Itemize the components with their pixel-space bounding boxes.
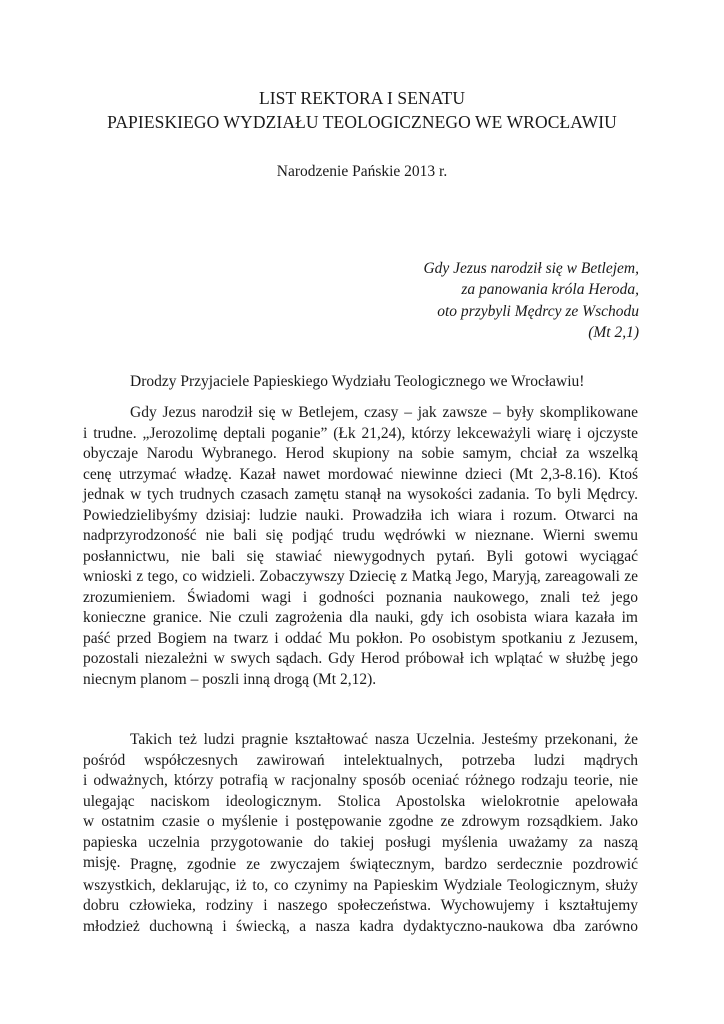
paragraph-line: papieska uczelnia przygotowanie do takiej posługi myślenia uważamy za naszą [83,833,638,851]
paragraph-line: wnioski z tego, co widzieli. Zobaczywszy Dziecię z Matką Jego, Maryją, zareagowali ze [83,568,638,585]
paragraph-line: i trudne. „Jerozolimę deptali poganie” (Łk 21,24), którzy lekceważyli wiarę i ojczyste [83,424,638,442]
paragraph-line: jednak w tych trudnych czasach zamętu stanął na wysokości zadania. To byli Mędrcy. [83,486,638,503]
paragraph-line: pozostali niezależni w swych sądach. Gdy Herod próbował ich wplątać w służbę jego [83,650,638,667]
paragraph-line: Pragnę, zgodnie ze zwyczajem świątecznym, bardzo serdecznie pozdrowić [130,856,638,873]
letter-date: Narodzenie Pańskie 2013 r. [276,163,448,180]
motto-line-3: oto przybyli Mędrcy ze Wschodu [437,302,639,320]
paragraph-line: misję. [83,854,121,871]
paragraph-2 [83,730,638,874]
paragraph-line: młodzież duchowną i świecką, a nasza kadra dydaktyczno-naukowa dba zarówno [83,917,638,935]
paragraph-line: niecnym planom – poszli inną drogą (Mt 2,12). [83,670,377,688]
letter-heading [0,86,724,134]
paragraph-line: posłannictwu, nie bali się stawiać niewygodnych pytań. Byli gotowi wyciągać [83,547,638,565]
paragraph-line: obyczaje Narodu Wybranego. Herod skupiony na sobie samym, chciał za wszelką [83,445,638,462]
paragraph-line: wszystkich, deklarując, iż to, co czynimy na Papieskim Wydziale Teologicznym, służy [83,876,638,894]
motto-line-2: za panowania króla Heroda, [461,281,639,299]
motto-line-1: Gdy Jezus narodził się w Betlejem, [423,260,639,277]
scripture-motto [219,258,639,343]
heading-line-1: LIST REKTORA I SENATU [258,88,466,108]
paragraph-line: nadprzyrodzoność nie bali się podjąć trudu wędrówki w nieznane. Wierni swemu [83,527,638,544]
salutation: Drodzy Przyjaciele Papieskiego Wydziału Teologicznego we Wrocławiu! [130,373,585,390]
heading-line-2: PAPIESKIEGO WYDZIAŁU TEOLOGICZNEGO WE WROCŁAWIU [107,112,617,132]
paragraph-line: pośród współczesnych zawirowań intelektualnych, potrzeba ludzi mądrych [83,751,638,769]
paragraph-line: konieczne granice. Nie czuli zagrożenia dla nauki, gdy ich osobista wiara kazała im [83,609,638,626]
paragraph-line: ulegając naciskom ideologicznym. Stolica Apostolska wielokrotnie apelowała [83,792,638,810]
paragraph-line: paść przed Bogiem na twarz i oddać Mu pokłon. Po osobistym spotkaniu z Jezusem, [83,629,638,647]
paragraph-line: i odważnych, którzy potrafią w racjonalny sposób oceniać różnego rodzaju teorie, nie [83,772,638,789]
paragraph-line: w ostatnim czasie o myślenie i postępowanie zgodne ze zdrowym rozsądkiem. Jako [83,813,638,830]
paragraph-1 [83,403,638,690]
paragraph-line: Powiedzielibyśmy dzisiaj: ludzie nauki. Prowadziła ich wiara i rozum. Otwarci na [83,506,638,524]
paragraph-3 [83,855,638,937]
motto-reference: (Mt 2,1) [588,323,639,341]
paragraph-line: zrozumieniem. Świadomi wagi i godności poznania naukowego, znali też jego [83,588,638,606]
paragraph-line: Gdy Jezus narodził się w Betlejem, czasy – jak zawsze – były skomplikowane [130,404,638,421]
paragraph-line: cenę utrzymać władzę. Kazał nawet mordować niewinne dzieci (Mt 2,3-8.16). Ktoś [83,465,638,483]
paragraph-line: Takich też ludzi pragnie kształtować nasza Uczelnia. Jesteśmy przekonani, że [130,731,638,748]
paragraph-line: dobru człowieka, rodziny i naszego społeczeństwa. Wychowujemy i kształtujemy [83,897,638,914]
